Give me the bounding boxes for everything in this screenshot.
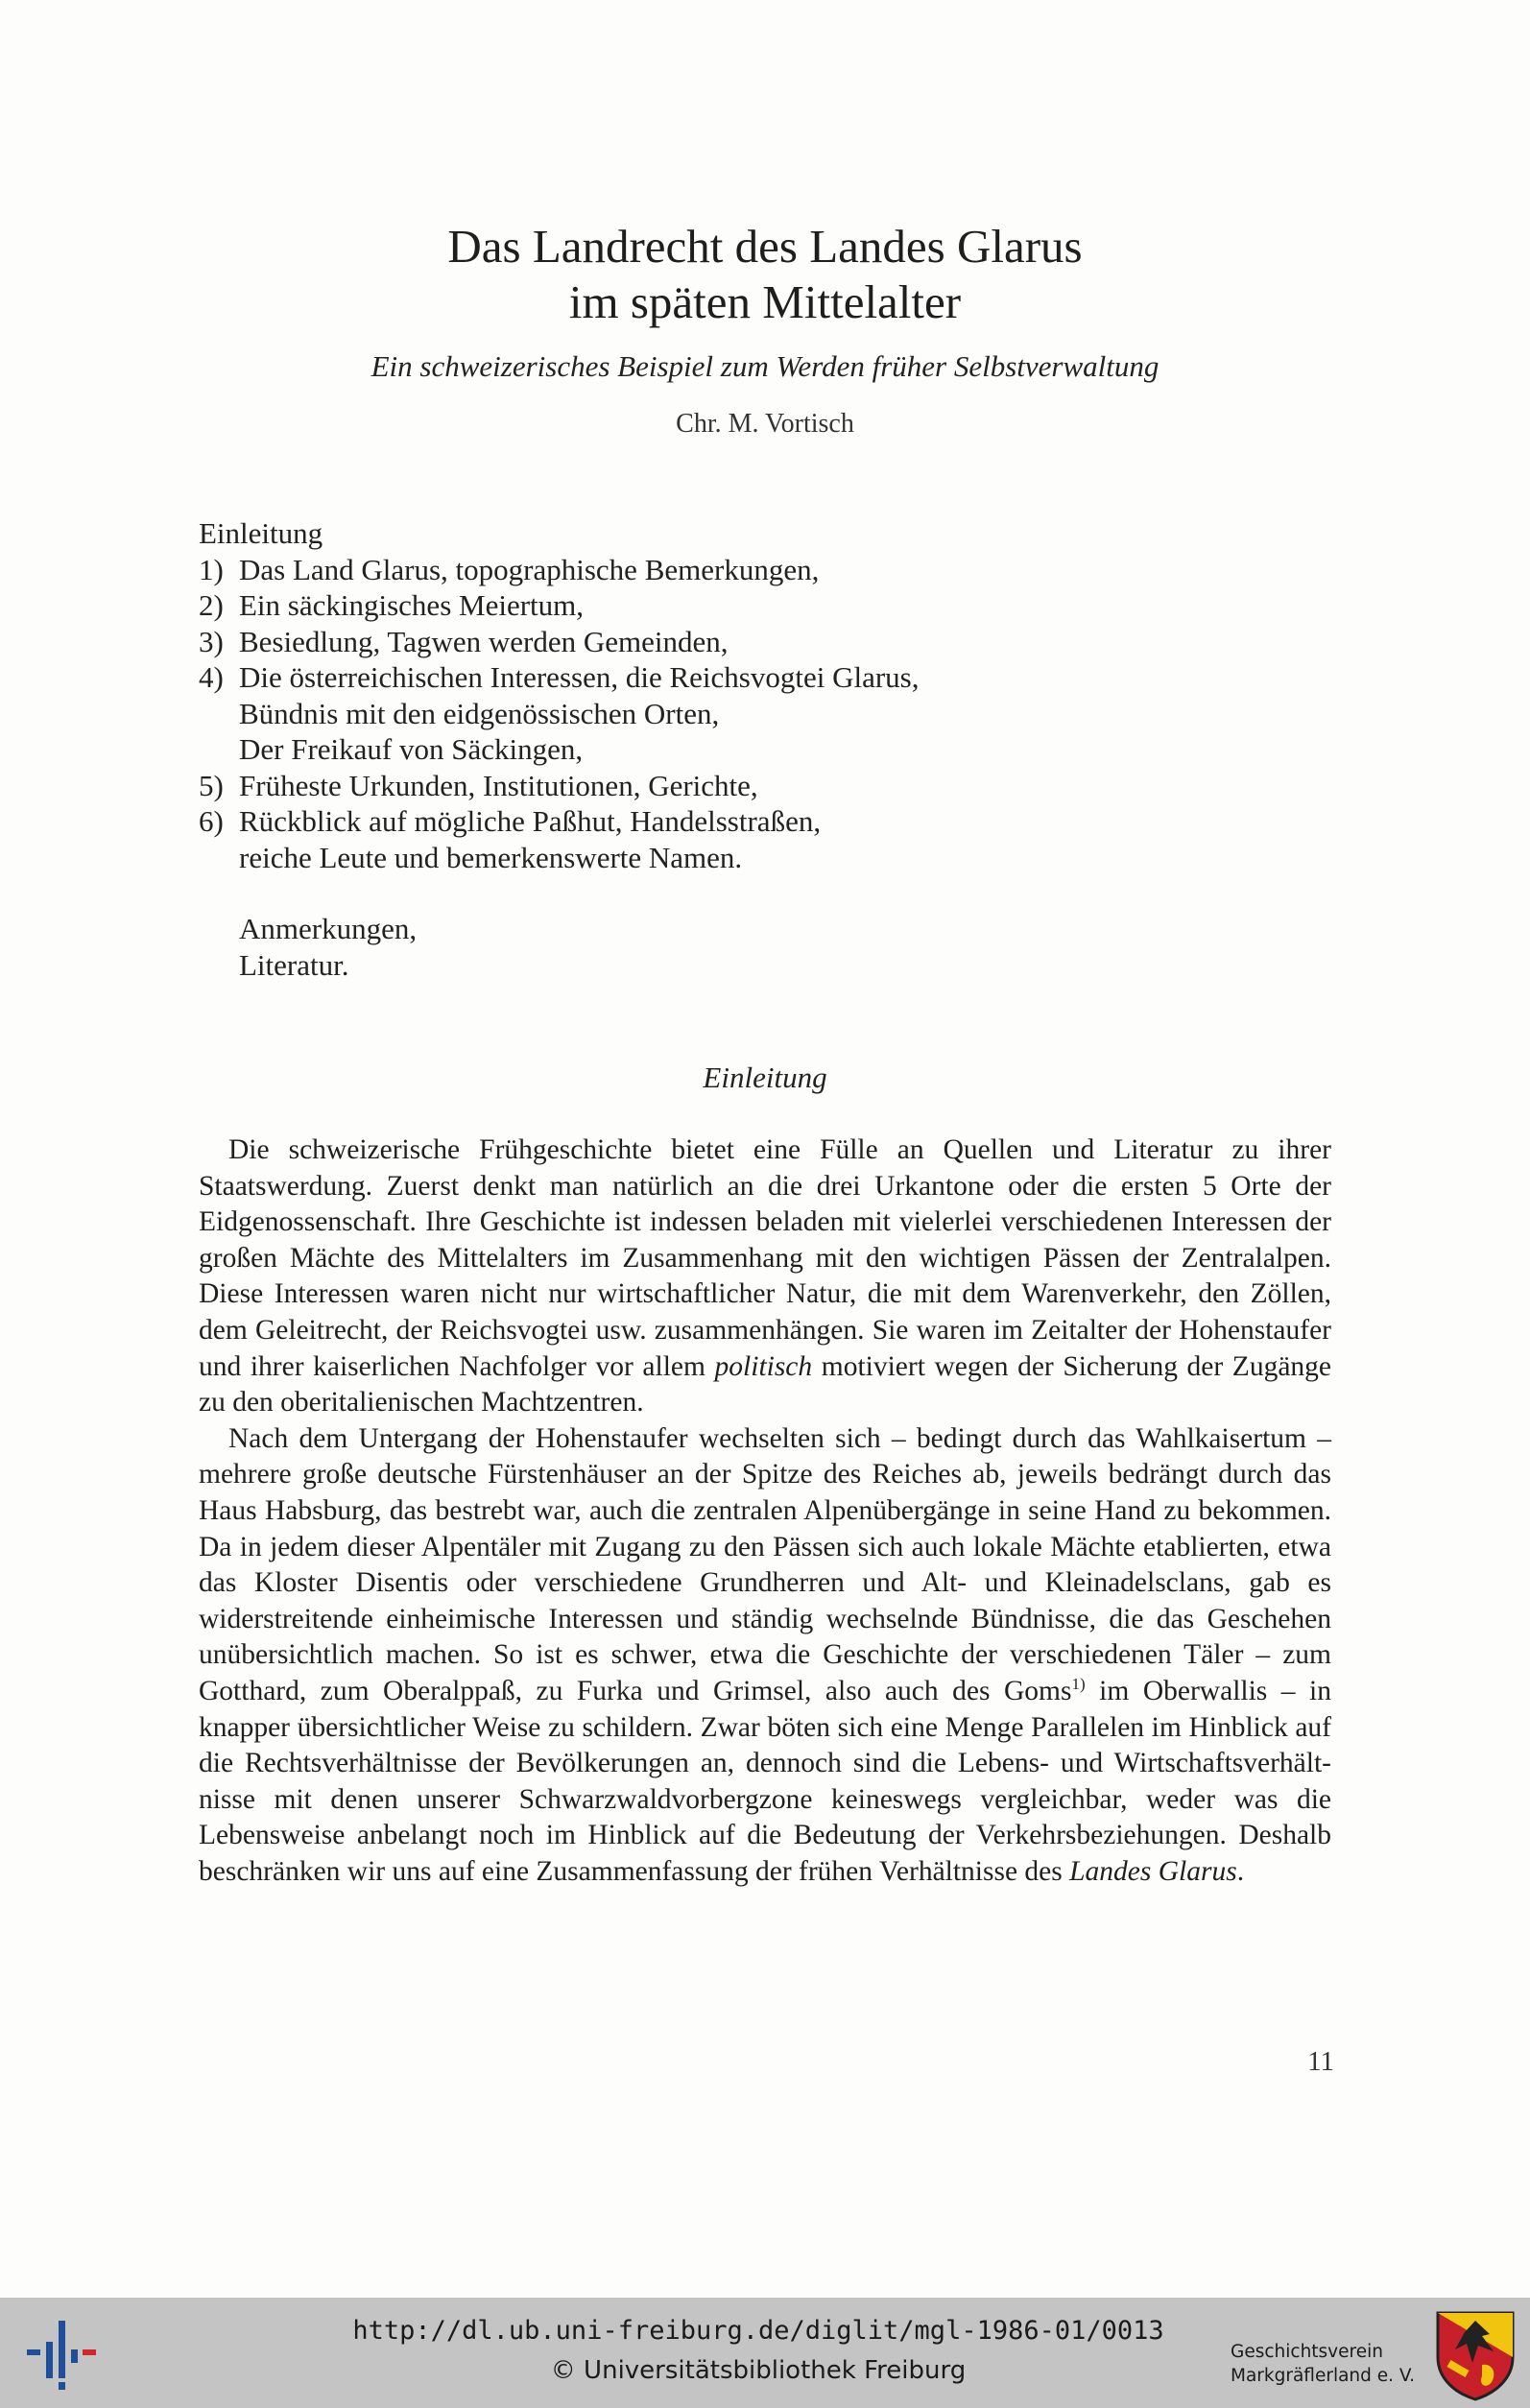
toc-item-4 xyxy=(199,659,1063,768)
body-text xyxy=(199,1132,1331,1890)
emphasis-text: Landes Glarus xyxy=(1069,1855,1237,1887)
toc-item-3 xyxy=(199,624,1063,660)
toc-item-5 xyxy=(199,768,1063,804)
paragraph-text: motiviert wegen der Sicherung der Zugänge zu den oberitalienischen Machtzentren. xyxy=(199,1350,1332,1419)
emphasis-text: politisch xyxy=(714,1350,813,1382)
toc-line: Besiedlung, Tagwen werden Gemeinden, xyxy=(239,624,729,658)
paragraph-2 xyxy=(199,1421,1331,1891)
toc-line: Der Freikauf von Säckingen, xyxy=(239,732,584,766)
toc-number: 3) xyxy=(199,624,224,658)
toc-line: Die österreichischen Interessen, die Reichsvogtei Glarus, xyxy=(239,660,920,694)
toc-number: 6) xyxy=(199,804,224,838)
footer-bar xyxy=(0,2298,1530,2408)
toc-line: Das Land Glarus, topographische Bemerkungen, xyxy=(239,552,820,586)
paragraph-text: im Oberwallis – in knapper übersichtlicher Weise zu schildern. Zwar böten sich eine Menge Parallelen im Hinblick auf die Rechtsverhältnisse der Bevölkerungen an, dennoch sind die Lebens- und Wirtschaftsverhältnisse mit denen unserer Schwarzwaldvorbergzone keineswegs vergleichbar, weder was die Lebensweise anbelangt noch im Hinblick auf die Bedeutung der Verkehrsbeziehungen. Deshalb beschränken wir uns auf eine Zusammenfassung der frühen Verhältnisse des xyxy=(199,1675,1331,1887)
title-line-1: Das Landrecht des Landes Glarus xyxy=(447,220,1083,273)
society-name-line: Markgräflerland e. V. xyxy=(1231,2366,1416,2386)
toc-item-6 xyxy=(199,803,1063,875)
page-number: 11 xyxy=(1307,2046,1334,2077)
footnote-marker[interactable]: 1) xyxy=(1071,1675,1086,1694)
paragraph-text: Die schweizerische Frühgeschichte bietet eine Fülle an Quellen und Literatur zu ihrer Staatswerdung. Zuerst denkt man natürlich an die drei Urkantone oder die ersten 5 Orte der Eidgenossenschaft. Ihre Geschichte ist indessen beladen mit vielerlei verschiedenen Interessen der großen Mächte des Mittelalters im Zusammenhang mit den wichtigen Pässen der Zentralalpen. Diese Interessen waren nicht nur wirtschaftlicher Natur, die mit dem Warenverkehr, den Zöllen, dem Geleitrecht, der Reichsvogtei usw. zusammenhängen. Sie waren im Zeitalter der Hohenstaufer und ihrer kaiserlichen Nachfolger vor allem xyxy=(199,1134,1331,1382)
society-name-line: Geschichtsverein xyxy=(1231,2342,1383,2362)
toc-line: reiche Leute und bemerkenswerte Namen. xyxy=(239,840,743,874)
toc-item-1 xyxy=(199,552,1063,588)
toc-number: 5) xyxy=(199,768,224,802)
copyright-notice: © Universitätsbibliothek Freiburg xyxy=(550,2356,967,2385)
paragraph-text: Nach dem Untergang der Hohenstaufer wechselten sich – bedingt durch das Wahlkaisertum – mehrere große deutsche Fürstenhäuser an der Spitze des Reiches ab, jeweils bedrängt durch das Haus Habsburg, das bestrebt war, auch die zentralen Alpenübergänge in seine Hand zu bekommen. Da in jedem dieser Alpentäler mit Zugang zu den Pässen sich auch lokale Mächte etablierten, etwa das Kloster Disentis oder verschiedene Grundherren und Alt- und Kleinadelsclans, gab es widerstreitende einheimische Interessen und ständig wechselnde Bündnisse, die das Geschehen unübersichtlich machen. So ist es schwer, etwa die Geschichte der verschiedenen Täler – zum Gotthard, zum Oberalppaß, zu Furka und Grimsel, also auch des Goms xyxy=(199,1422,1331,1706)
coat-of-arms-icon[interactable] xyxy=(1434,2309,1517,2401)
article-title xyxy=(0,219,1530,330)
paragraph-1 xyxy=(199,1132,1331,1421)
toc-number: 1) xyxy=(199,552,224,586)
toc-notes-line: Literatur. xyxy=(239,947,349,982)
title-line-2: im späten Mittelalter xyxy=(568,275,962,328)
toc-number: 2) xyxy=(199,588,224,622)
toc-line: Früheste Urkunden, Institutionen, Gerichte, xyxy=(239,768,758,802)
toc-line: Rückblick auf mögliche Paßhut, Handelsstraßen, xyxy=(239,804,822,838)
society-name xyxy=(1231,2340,1432,2388)
toc-number: 4) xyxy=(199,660,224,694)
footer-citation xyxy=(288,2311,1229,2390)
toc-line: Ein säckingisches Meiertum, xyxy=(239,588,584,622)
toc-list xyxy=(199,552,1063,876)
author-name: Chr. M. Vortisch xyxy=(676,409,854,439)
permalink-url[interactable]: http://dl.ub.uni-freiburg.de/diglit/mgl-1986-01/0013 xyxy=(352,2316,1164,2346)
paragraph-text: . xyxy=(1236,1855,1245,1887)
toc-line: Bündnis mit den eidgenössischen Orten, xyxy=(239,696,720,730)
toc-notes-line: Anmerkungen, xyxy=(239,912,418,945)
toc-notes xyxy=(199,911,1063,983)
article-subtitle: Ein schweizerisches Beispiel zum Werden früher Selbstverwaltung xyxy=(371,349,1159,383)
section-heading: Einleitung xyxy=(703,1061,827,1094)
table-of-contents xyxy=(199,515,1063,983)
toc-heading: Einleitung xyxy=(199,516,323,550)
ub-freiburg-logo-icon[interactable] xyxy=(27,2317,98,2392)
toc-item-2 xyxy=(199,587,1063,624)
